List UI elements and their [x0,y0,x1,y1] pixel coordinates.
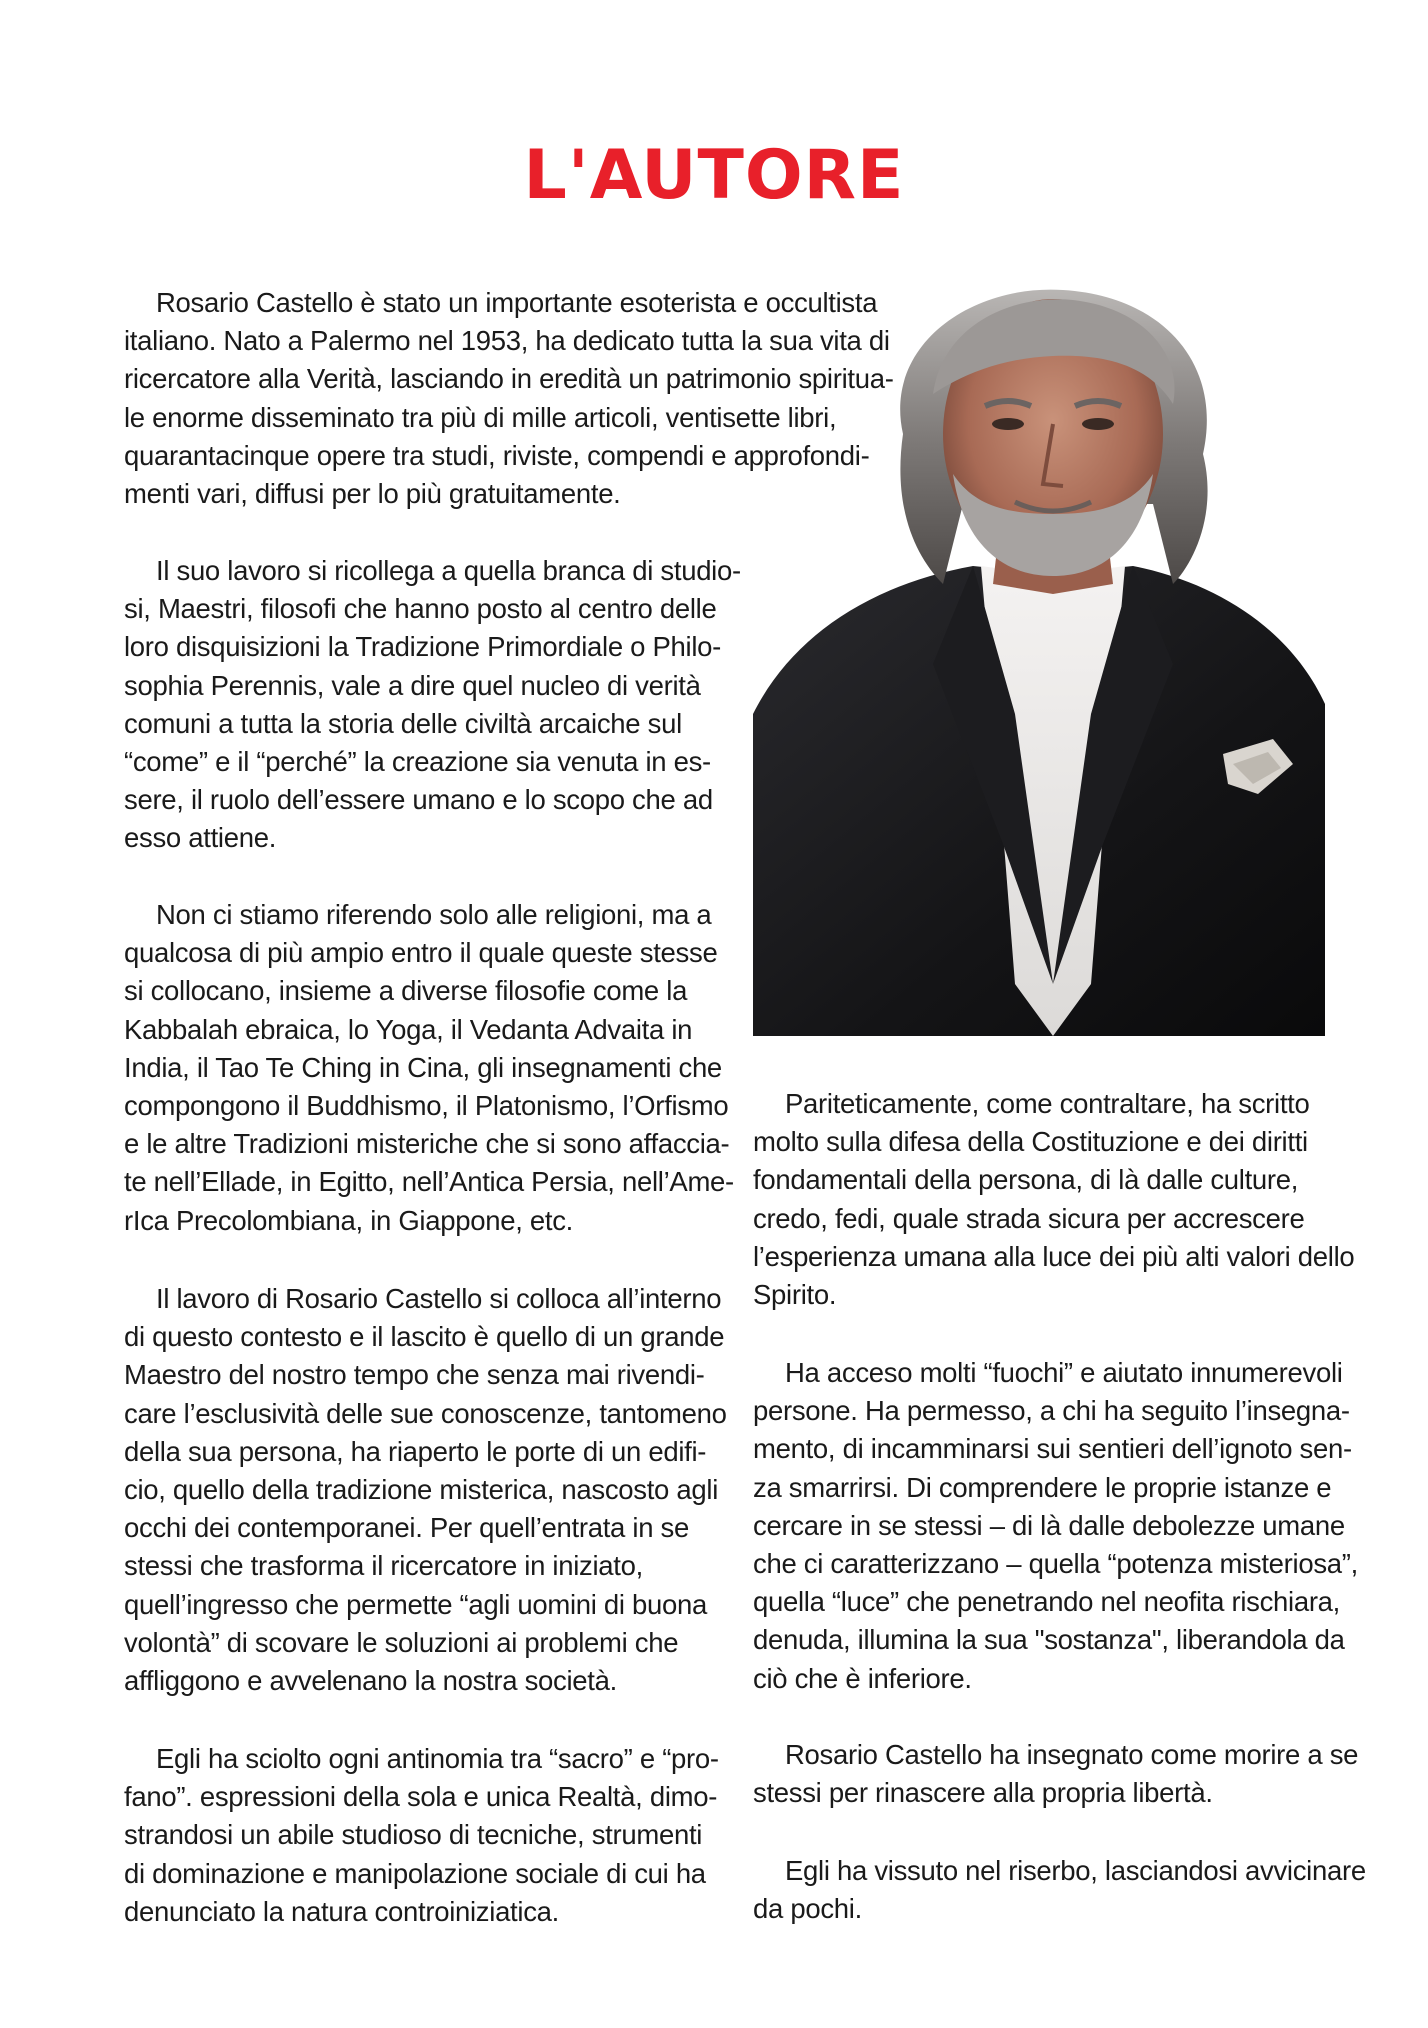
text-line: “come” e il “perché” la creazione sia venuta in es- [124,745,711,777]
text-line: cio, quello della tradizione misterica, nascosto agli [124,1473,719,1505]
paragraph-right-2 [753,1354,1358,1698]
text-line: Il suo lavoro si ricollega a quella branca di studio- [156,555,741,586]
text-line: Non ci stiamo riferendo solo alle religioni, ma a [156,899,712,930]
text-line: strandosi un abile studioso di tecniche, strumenti [124,1819,703,1851]
text-line: stessi per rinascere alla propria libertà. [753,1777,1213,1809]
text-line: comuni a tutta la storia delle civiltà arcaiche sul [124,707,682,739]
text-line: rIca Precolombiana, in Giappone, etc. [124,1204,574,1236]
text-line: sere, il ruolo dell’essere umano e lo scopo che ad [124,784,713,816]
text-line: Egli ha vissuto nel riserbo, lasciandosi avvicinare [785,1855,1366,1886]
paragraph-left-5 [124,1740,719,1931]
text-line: denuda, illumina la sua "sostanza", liberandola da [753,1624,1345,1656]
paragraph-left-1 [124,284,894,513]
text-line: si collocano, insieme a diverse filosofie come la [124,975,688,1007]
text-line: loro disquisizioni la Tradizione Primordiale o Philo- [124,631,722,663]
text-line: Rosario Castello è stato un importante esoterista e occultista [156,287,878,318]
text-line: quella “luce” che penetrando nel neofita rischiara, [753,1586,1341,1618]
text-line: Il lavoro di Rosario Castello si colloca all’interno [156,1283,722,1314]
text-line: ciò che è inferiore. [753,1662,972,1694]
paragraph-right-4 [753,1852,1366,1928]
text-line: di dominazione e manipolazione sociale di cui ha [124,1857,706,1889]
text-line: fano”. espressioni della sola e unica Realtà, dimo- [124,1781,718,1813]
text-line: fondamentali della persona, di là dalle culture, [753,1164,1299,1196]
text-line: Egli ha sciolto ogni antinomia tra “sacro” e “pro- [156,1743,719,1774]
text-line: che ci caratterizzano – quella “potenza misteriosa”, [753,1547,1358,1579]
text-line: credo, fedi, quale strada sicura per accrescere [753,1202,1305,1234]
text-line: Maestro del nostro tempo che senza mai rivendi- [124,1359,705,1391]
text-line: care l’esclusività delle sue conoscenze, tantomeno [124,1397,727,1429]
text-line: za smarrirsi. Di comprendere le proprie istanze e [753,1471,1332,1503]
text-line: denunciato la natura controiniziatica. [124,1895,559,1927]
text-line: stessi che trasforma il ricercatore in iniziato, [124,1550,643,1582]
text-line: l’esperienza umana alla luce dei più alti valori dello [753,1240,1355,1272]
text-line: Pariteticamente, come contraltare, ha scritto [785,1088,1310,1119]
text-line: si, Maestri, filosofi che hanno posto al centro delle [124,593,717,625]
text-line: cercare in se stessi – di là dalle debolezze umane [753,1509,1345,1541]
text-line: affliggono e avvelenano la nostra società. [124,1664,617,1696]
text-line: India, il Tao Te Ching in Cina, gli insegnamenti che [124,1051,722,1083]
text-line: qualcosa di più ampio entro il quale queste stesse [124,937,718,969]
paragraph-left-2 [124,552,741,858]
text-line: esso attiene. [124,822,277,854]
text-line: persone. Ha permesso, a chi ha seguito l’insegna- [753,1395,1350,1427]
text-line: sophia Perennis, vale a dire quel nucleo di verità [124,669,701,701]
text-line: mento, di incamminarsi sui sentieri dell’ignoto sen- [753,1433,1352,1465]
paragraph-left-3 [124,896,734,1240]
text-line: occhi dei contemporanei. Per quell’entrata in se [124,1512,689,1544]
page-title: L'AUTORE [523,136,905,215]
text-line: italiano. Nato a Palermo nel 1953, ha dedicato tutta la sua vita di [124,325,890,357]
text-line: Ha acceso molti “fuochi” e aiutato innumerevoli [785,1357,1343,1388]
text-line: quarantacinque opere tra studi, riviste, compendi e approfondi- [124,439,870,471]
text-line: e le altre Tradizioni misteriche che si sono affaccia- [124,1128,730,1160]
text-line: Spirito. [753,1278,837,1310]
text-line: della sua persona, ha riaperto le porte di un edifi- [124,1435,707,1467]
text-line: volontà” di scovare le soluzioni ai problemi che [124,1626,679,1658]
text-line: Kabbalah ebraica, lo Yoga, il Vedanta Advaita in [124,1013,693,1045]
text-line: molto sulla difesa della Costituzione e dei diritti [753,1126,1308,1158]
text-line: ricercatore alla Verità, lasciando in eredità un patrimonio spiritua- [124,363,894,395]
text-line: le enorme disseminato tra più di mille articoli, ventisette libri, [124,401,837,433]
text-line: quell’ingresso che permette “agli uomini di buona [124,1588,708,1620]
text-line: Rosario Castello ha insegnato come morire a se [785,1739,1359,1770]
text-line: te nell’Ellade, in Egitto, nell’Antica Persia, nell’Ame- [124,1166,734,1198]
paragraph-right-3 [753,1736,1358,1812]
text-line: da pochi. [753,1893,862,1925]
text-line: di questo contesto e il lascito è quello di un grande [124,1321,725,1353]
paragraph-left-4 [124,1280,727,1700]
paragraph-right-1 [753,1085,1354,1314]
text-line: menti vari, diffusi per lo più gratuitamente. [124,477,621,509]
text-line: compongono il Buddhismo, il Platonismo, l’Orfismo [124,1089,729,1121]
